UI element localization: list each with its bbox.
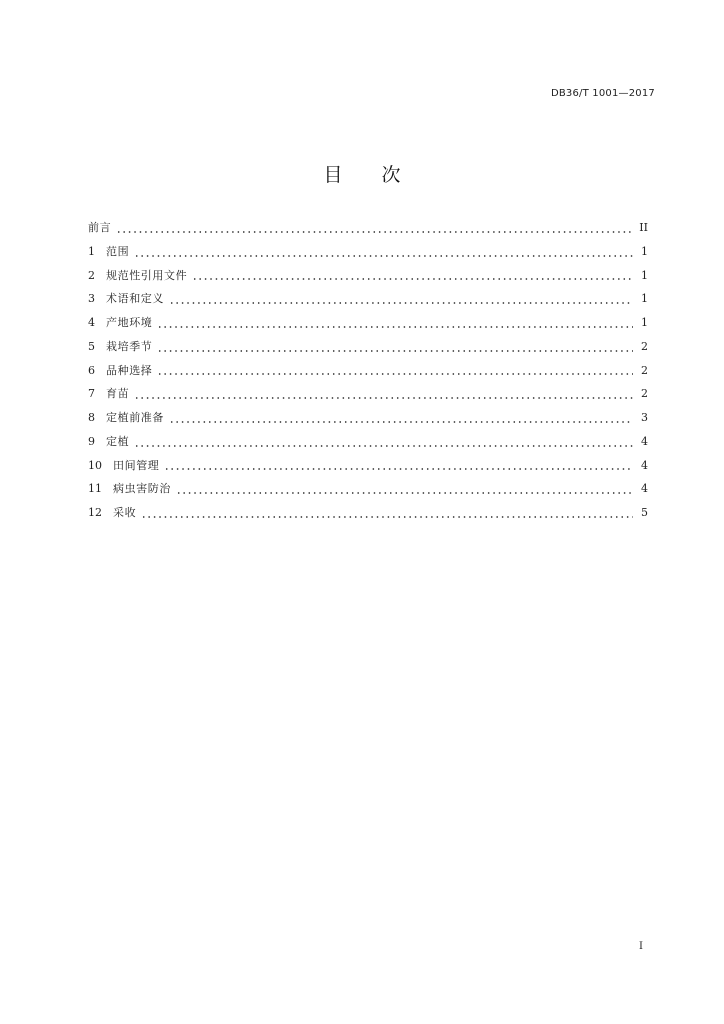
dot-leader (169, 295, 633, 305)
toc-entry-title: 栽培季节 (106, 339, 153, 353)
dot-leader (116, 224, 632, 234)
dot-leader (176, 485, 633, 495)
toc-entry (88, 382, 648, 406)
toc-entry (88, 240, 648, 264)
page-title: 目 次 (323, 164, 411, 186)
dot-leader (157, 319, 633, 329)
toc-entry-title: 田间管理 (113, 458, 160, 472)
dot-leader (169, 414, 633, 424)
toc-entry-page: 2 (641, 339, 648, 353)
dot-leader (192, 271, 633, 281)
dot-leader (134, 390, 633, 400)
document-code: DB36/T 1001—2017 (550, 88, 655, 99)
toc-entry-title: 病虫害防治 (113, 482, 171, 496)
toc-entry-title: 采收 (113, 506, 137, 519)
page-number: I (639, 941, 643, 952)
toc-entry (88, 264, 648, 288)
toc-entry-title: 范围 (106, 244, 130, 258)
toc-entry-page: 1 (641, 316, 648, 329)
toc-entry-page: 4 (641, 482, 648, 496)
toc-entry-number: 2 (88, 268, 95, 282)
toc-entry (88, 430, 648, 454)
toc-entry-number: 1 (88, 244, 95, 258)
toc-entry-title: 定植前准备 (106, 411, 164, 424)
toc-entry-title: 育苗 (106, 387, 130, 401)
toc-entry-page: 1 (641, 292, 648, 306)
toc-entry-title: 品种选择 (106, 363, 153, 377)
toc-entry-page: 2 (641, 387, 648, 401)
toc-entry (88, 454, 648, 478)
toc-entry-number: 7 (88, 387, 95, 401)
toc-entry (88, 287, 648, 311)
toc-entry-title: 定植 (106, 434, 130, 448)
toc-entry-page: 5 (641, 506, 648, 519)
toc-entry-title: 前言 (88, 221, 112, 234)
toc-entry (88, 359, 648, 383)
toc-entry-page: 3 (641, 411, 648, 424)
toc-entry-page: II (639, 221, 648, 234)
toc-entry (88, 216, 648, 240)
toc-entry-number: 5 (88, 339, 95, 353)
toc-entry-page: 2 (641, 363, 648, 377)
toc-entry-number: 11 (88, 482, 102, 496)
toc-entry-page: 4 (641, 434, 648, 448)
toc-entry (88, 406, 648, 430)
toc-entry-title: 产地环境 (106, 316, 153, 329)
toc-entry-page: 1 (641, 244, 648, 258)
toc-entry-number: 3 (88, 292, 95, 306)
toc-entry-page: 4 (641, 458, 648, 472)
dot-leader (157, 366, 633, 376)
toc-entry-number: 10 (88, 458, 102, 472)
dot-leader (134, 248, 633, 258)
toc-entry-title: 术语和定义 (106, 292, 164, 306)
toc-entry (88, 335, 648, 359)
toc-entry (88, 311, 648, 335)
toc-entry-number: 9 (88, 434, 95, 448)
toc-entry-number: 6 (88, 363, 95, 377)
toc-entry-number: 4 (88, 316, 95, 329)
toc-entry-title: 规范性引用文件 (106, 268, 188, 282)
dot-leader (164, 461, 633, 471)
toc-entry (88, 501, 648, 525)
dot-leader (134, 438, 633, 448)
dot-leader (157, 343, 633, 353)
toc-entry-number: 12 (88, 506, 102, 519)
dot-leader (141, 509, 633, 519)
toc-entry (88, 477, 648, 501)
table-of-contents (88, 216, 648, 525)
toc-entry-page: 1 (641, 268, 648, 282)
toc-entry-number: 8 (88, 411, 95, 424)
